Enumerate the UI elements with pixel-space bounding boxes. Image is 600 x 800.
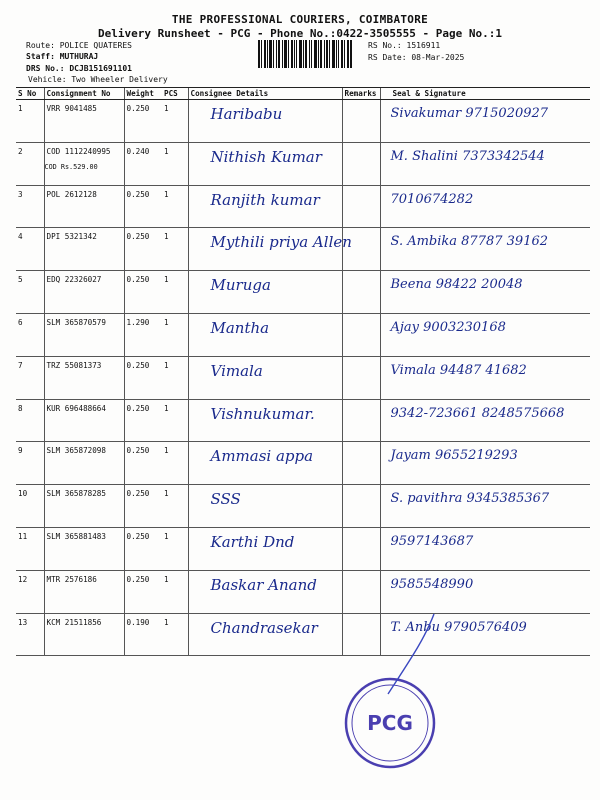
consignee-handwritten-name: Baskar Anand (210, 575, 317, 594)
col-consignee: Consignee Details (188, 88, 342, 100)
consignment-cell: POL 2612128 (44, 185, 124, 228)
handwritten-signature: T. Anbu 9790576409 (390, 619, 527, 635)
remarks-cell (342, 271, 380, 314)
weight-cell: 1.290 (124, 313, 162, 356)
remarks-cell (342, 356, 380, 399)
remarks-cell (342, 570, 380, 613)
remarks-cell (342, 228, 380, 271)
consignee-cell (188, 485, 342, 528)
weight-cell: 0.250 (124, 527, 162, 570)
remarks-cell (342, 142, 380, 185)
consignee-cell (188, 185, 342, 228)
handwritten-signature: Beena 98422 20048 (390, 277, 523, 293)
sno-cell: 11 (16, 527, 44, 570)
pcs-cell: 1 (162, 271, 188, 314)
signature-cell (380, 527, 590, 570)
weight-cell: 0.250 (124, 228, 162, 271)
consignee-cell (188, 356, 342, 399)
table-row (16, 356, 590, 399)
table-row (16, 228, 590, 271)
consignment-cell: VRR 9041485 (44, 100, 124, 143)
signature-cell (380, 570, 590, 613)
sno-cell: 9 (16, 442, 44, 485)
signature-cell (380, 356, 590, 399)
consignment-number: COD 1112240995 (46, 146, 111, 156)
table-row (16, 271, 590, 314)
signature-cell (380, 485, 590, 528)
consignee-cell (188, 527, 342, 570)
remarks-cell (342, 485, 380, 528)
weight-cell: 0.250 (124, 271, 162, 314)
sno-cell: 8 (16, 399, 44, 442)
company-title: THE PROFESSIONAL COURIERS, COIMBATORE (171, 13, 429, 26)
table-row (16, 527, 590, 570)
signature-stroke (380, 610, 440, 700)
pcs-cell: 1 (162, 570, 188, 613)
consignee-cell (188, 442, 342, 485)
rs-date: RS Date: 08-Mar-2025 (368, 53, 465, 62)
pcs-cell: 1 (162, 100, 188, 143)
consignment-cell: SLM 365872098 (44, 442, 124, 485)
pcs-cell: 1 (162, 142, 188, 185)
col-signature: Seal & Signature (380, 88, 590, 100)
weight-cell: 0.250 (124, 356, 162, 399)
cod-amount: COD Rs.529.00 (44, 162, 98, 171)
weight-cell: 0.250 (124, 485, 162, 528)
remarks-cell (342, 185, 380, 228)
consignee-cell (188, 313, 342, 356)
weight-cell: 0.250 (124, 570, 162, 613)
signature-cell (380, 185, 590, 228)
weight-cell: 0.250 (124, 399, 162, 442)
table-header-row (16, 88, 590, 100)
consignee-handwritten-name: Vimala (210, 361, 263, 380)
handwritten-signature: 7010674282 (390, 191, 474, 207)
table-row (16, 399, 590, 442)
handwritten-signature: M. Shalini 7373342544 (390, 148, 545, 164)
col-pcs: PCS (162, 88, 188, 100)
consignment-cell: SLM 365870579 (44, 313, 124, 356)
consignee-handwritten-name: Muruga (210, 276, 271, 295)
sno-cell: 6 (16, 313, 44, 356)
weight-cell: 0.240 (124, 142, 162, 185)
rs-number: RS No.: 1516911 (368, 41, 441, 50)
col-remarks: Remarks (342, 88, 380, 100)
col-sno: S No (16, 88, 44, 100)
runsheet-subtitle: Delivery Runsheet - PCG - Phone No.:0422-3505555 - Page No.:1 (98, 27, 502, 40)
weight-cell: 0.250 (124, 100, 162, 143)
table-row (16, 142, 590, 185)
consignee-handwritten-name: Mythili priya Allen (210, 233, 352, 252)
remarks-cell (342, 613, 380, 656)
weight-cell: 0.250 (124, 442, 162, 485)
signature-cell (380, 228, 590, 271)
table-row (16, 100, 590, 143)
consignment-cell: EDQ 22326027 (44, 271, 124, 314)
pcs-cell: 1 (162, 185, 188, 228)
col-weight: Weight (124, 88, 162, 100)
signature-cell (380, 271, 590, 314)
consignment-cell (44, 142, 124, 185)
consignee-handwritten-name: SSS (210, 490, 241, 509)
sno-cell: 13 (16, 613, 44, 656)
vehicle-label: Vehicle: Two Wheeler Delivery (28, 75, 168, 84)
pcs-cell: 1 (162, 356, 188, 399)
stamp-text: PCG (367, 711, 413, 735)
remarks-cell (342, 313, 380, 356)
handwritten-signature: Vimala 94487 41682 (390, 362, 527, 378)
sno-cell: 1 (16, 100, 44, 143)
handwritten-signature: 9585548990 (390, 576, 474, 592)
remarks-cell (342, 527, 380, 570)
signature-cell (380, 142, 590, 185)
route-label: Route: POLICE QUATERES (26, 41, 132, 50)
pcs-cell: 1 (162, 442, 188, 485)
table-row (16, 185, 590, 228)
table-row (16, 570, 590, 613)
pcs-cell: 1 (162, 228, 188, 271)
table-row (16, 313, 590, 356)
consignee-handwritten-name: Ranjith kumar (210, 190, 320, 209)
pcs-cell: 1 (162, 485, 188, 528)
signature-cell (380, 100, 590, 143)
consignee-handwritten-name: Karthi Dnd (210, 532, 295, 551)
consignee-cell (188, 570, 342, 613)
pcs-cell: 1 (162, 399, 188, 442)
consignment-cell: DPI 5321342 (44, 228, 124, 271)
consignee-handwritten-name: Chandrasekar (210, 618, 318, 637)
signature-cell (380, 399, 590, 442)
consignee-cell (188, 100, 342, 143)
consignment-cell: KUR 696488664 (44, 399, 124, 442)
table-row (16, 485, 590, 528)
remarks-cell (342, 442, 380, 485)
consignee-handwritten-name: Ammasi appa (210, 447, 314, 466)
pcs-cell: 1 (162, 613, 188, 656)
consignee-handwritten-name: Vishnukumar. (210, 404, 315, 423)
signature-cell (380, 442, 590, 485)
consignment-cell: KCM 21511856 (44, 613, 124, 656)
consignee-cell (188, 228, 352, 271)
sno-cell: 5 (16, 271, 44, 314)
consignment-cell: TRZ 55081373 (44, 356, 124, 399)
handwritten-signature: S. Ambika 87787 39162 (390, 234, 549, 250)
sno-cell: 10 (16, 485, 44, 528)
handwritten-signature: Jayam 9655219293 (390, 448, 518, 464)
consignment-cell: MTR 2576186 (44, 570, 124, 613)
weight-cell: 0.190 (124, 613, 162, 656)
consignment-cell: SLM 365881483 (44, 527, 124, 570)
col-consignment: Consignment No (44, 88, 124, 100)
handwritten-signature: 9342-723661 8248575668 (390, 405, 565, 421)
table-row (16, 442, 590, 485)
consignee-handwritten-name: Mantha (210, 318, 270, 337)
sno-cell: 4 (16, 228, 44, 271)
consignee-handwritten-name: Nithish Kumar (210, 147, 322, 166)
consignee-cell (188, 142, 342, 185)
handwritten-signature: Sivakumar 9715020927 (390, 106, 549, 121)
table-row (16, 613, 590, 656)
consignment-cell: SLM 365878285 (44, 485, 124, 528)
weight-cell: 0.250 (124, 185, 162, 228)
consignee-cell (188, 271, 342, 314)
signature-cell (380, 313, 590, 356)
consignee-handwritten-name: Haribabu (210, 105, 283, 123)
remarks-cell (342, 100, 380, 143)
consignee-cell (188, 399, 342, 442)
drs-number: DRS No.: DCJB151691101 (26, 64, 132, 73)
staff-label: Staff: MUTHURAJ (26, 52, 99, 61)
consignee-cell (188, 613, 342, 656)
pcs-cell: 1 (162, 527, 188, 570)
runsheet-table (16, 87, 590, 656)
pcs-cell: 1 (162, 313, 188, 356)
sno-cell: 2 (16, 142, 44, 185)
sno-cell: 3 (16, 185, 44, 228)
handwritten-signature: Ajay 9003230168 (390, 319, 506, 335)
sno-cell: 12 (16, 570, 44, 613)
barcode (258, 40, 352, 68)
handwritten-signature: 9597143687 (390, 533, 474, 549)
handwritten-signature: S. pavithra 9345385367 (390, 491, 550, 507)
sno-cell: 7 (16, 356, 44, 399)
remarks-cell (342, 399, 380, 442)
